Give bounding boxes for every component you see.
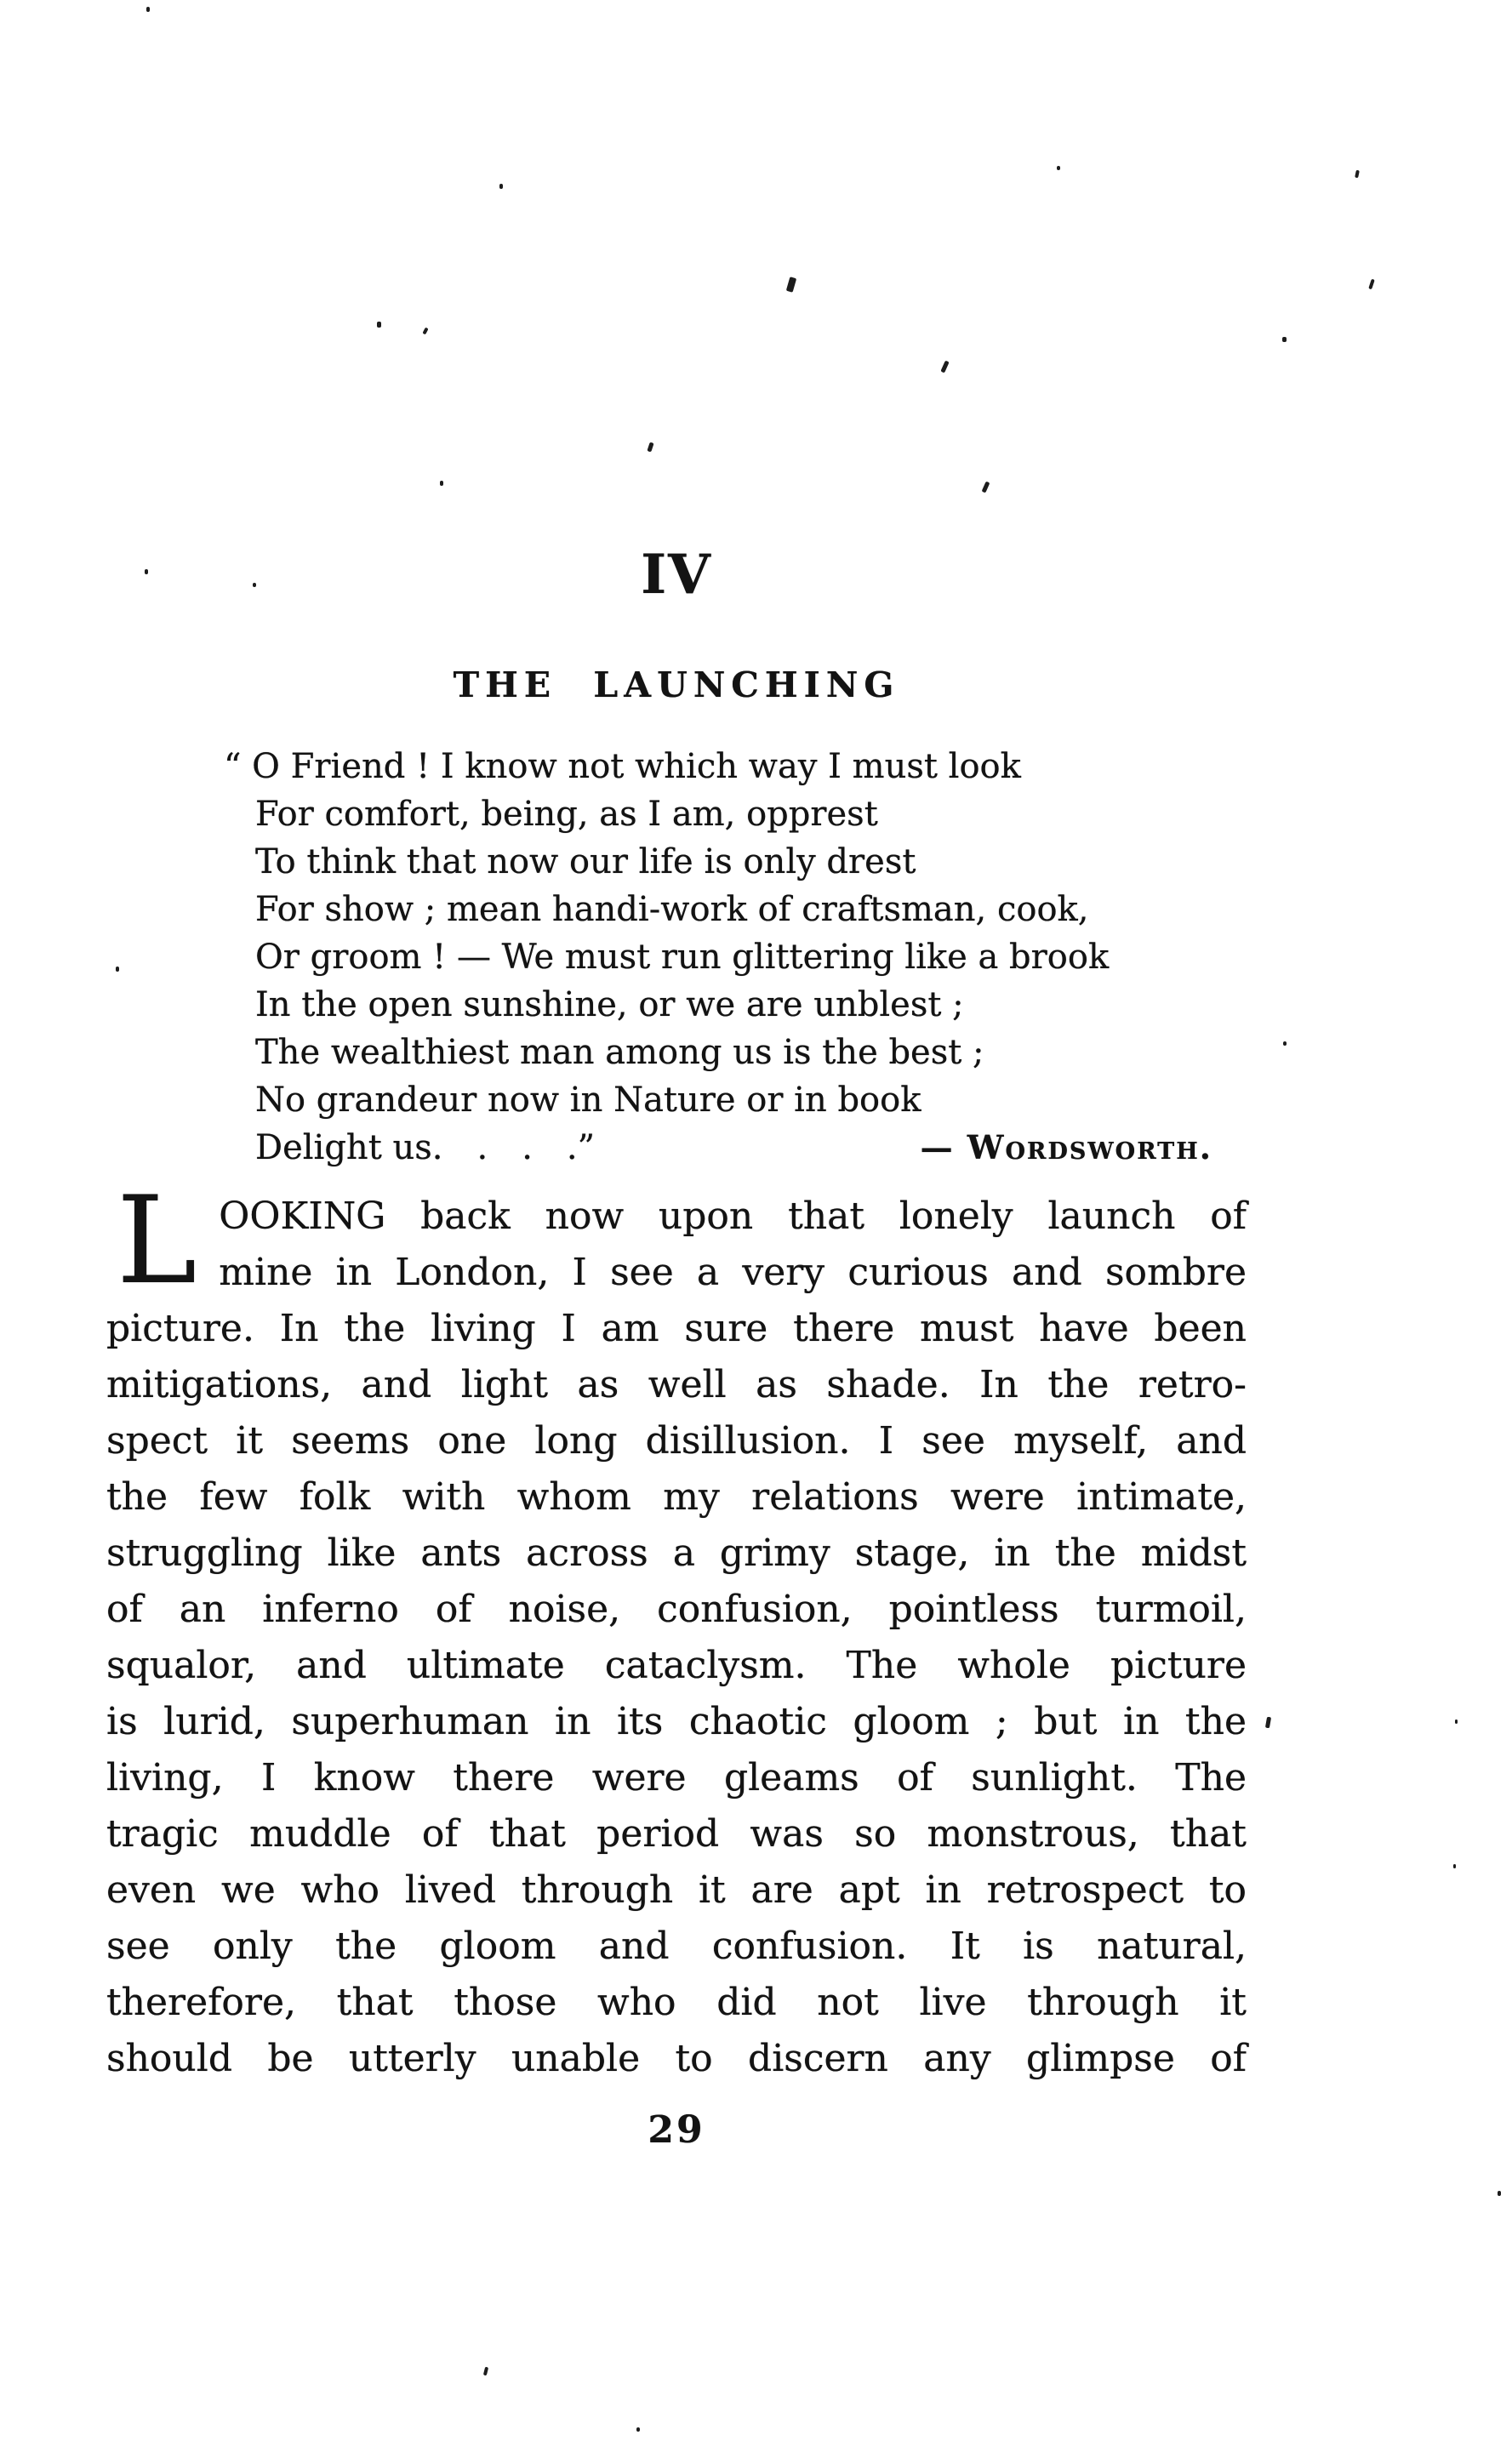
scan-speck — [483, 2367, 488, 2376]
scan-speck — [1283, 1041, 1287, 1046]
scan-speck — [145, 569, 148, 574]
paragraph-line: mine in London, I see a very curious and sombre — [219, 1251, 1247, 1294]
opening-paragraph — [106, 1171, 1247, 2087]
poem-line: Or groom ! — We must run glittering like a brook — [255, 938, 1110, 977]
scan-speck — [1453, 1864, 1456, 1868]
paragraph-line: is lurid, superhuman in its chaotic gloom ; but in the — [106, 1700, 1247, 1743]
scan-speck — [1455, 1719, 1458, 1724]
scan-speck — [440, 481, 443, 486]
poem-line: The wealthiest man among us is the best ; — [255, 1033, 984, 1072]
scan-speck — [1355, 170, 1360, 179]
scan-speck — [1498, 2191, 1501, 2196]
scan-speck — [377, 322, 381, 328]
paragraph-line: tragic muddle of that period was so monstrous, that — [106, 1812, 1247, 1856]
poem-line: For comfort, being, as I am, opprest — [255, 795, 878, 834]
paragraph-line: struggling like ants across a grimy stage, in the midst — [106, 1531, 1247, 1575]
paragraph-line: even we who lived through it are apt in retrospect to — [106, 1868, 1247, 1912]
paragraph-line: the few folk with whom my relations were intimate, — [106, 1475, 1247, 1519]
scan-speck — [1057, 166, 1060, 170]
paragraph-line: of an inferno of noise, confusion, pointless turmoil, — [106, 1588, 1247, 1631]
chapter-number: IV — [641, 543, 712, 607]
scan-speck — [116, 967, 119, 972]
chapter-title: THE LAUNCHING — [453, 664, 900, 705]
text-column — [106, 0, 1247, 2152]
poem-line: To think that now our life is only drest — [255, 842, 916, 881]
page-number: 29 — [648, 2108, 705, 2152]
scan-speck — [499, 184, 503, 189]
paragraph-line: picture. In the living I am sure there must have been — [106, 1307, 1247, 1350]
poem-attribution: — Wordsworth. — [920, 1128, 1212, 1166]
scan-speck — [1282, 337, 1287, 342]
poem-epigraph — [224, 743, 1221, 1124]
paragraph-line: mitigations, and light as well as shade. In the retro- — [106, 1363, 1247, 1406]
scan-speck — [146, 7, 150, 12]
paragraph-line: squalor, and ultimate cataclysm. The whole picture — [106, 1644, 1247, 1687]
paragraph-line: see only the gloom and confusion. It is natural, — [106, 1925, 1247, 1968]
poem-line: No grandeur now in Nature or in book — [255, 1081, 921, 1120]
paragraph-line: OOKING back now upon that lonely launch of — [219, 1195, 1247, 1238]
poem-line: In the open sunshine, or we are unblest ; — [255, 985, 964, 1024]
scan-speck — [253, 583, 256, 587]
poem-last-line-row — [255, 1124, 1212, 1172]
drop-cap: L — [117, 1171, 197, 1311]
paragraph-line: living, I know there were gleams of sunlight. The — [106, 1756, 1247, 1799]
poem-line: “ O Friend ! I know not which way I must look — [224, 747, 1021, 786]
paragraph-line: therefore, that those who did not live through it — [106, 1981, 1247, 2024]
poem-last-line: Delight us. . . .” — [255, 1128, 596, 1167]
scan-speck — [1368, 279, 1375, 290]
paragraph-line: should be utterly unable to discern any glimpse of — [106, 2037, 1247, 2080]
poem-line: For show ; mean handi-work of craftsman, cook, — [255, 890, 1089, 929]
scan-speck — [636, 2427, 640, 2432]
paragraph-line: spect it seems one long disillusion. I see myself, and — [106, 1419, 1247, 1463]
scan-speck — [1265, 1717, 1271, 1729]
